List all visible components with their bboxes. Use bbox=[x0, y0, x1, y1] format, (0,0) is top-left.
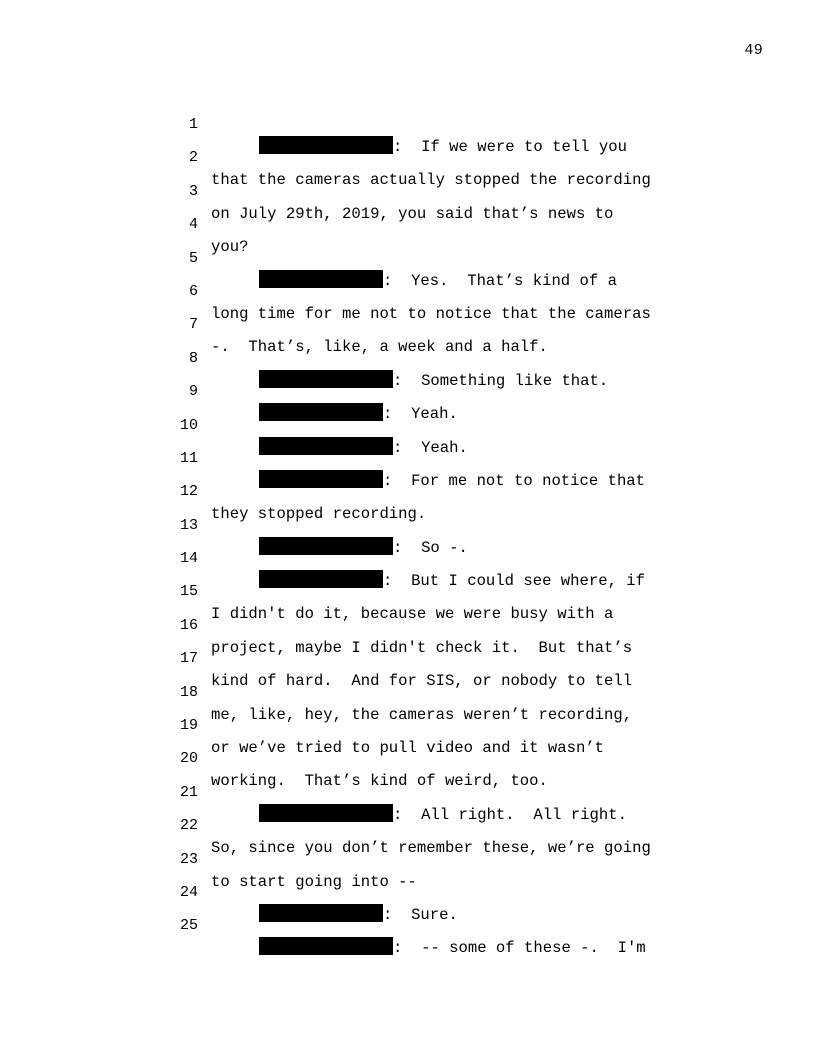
transcript-line bbox=[0, 526, 816, 591]
transcript-line bbox=[0, 92, 816, 156]
line-number: 22 bbox=[179, 817, 198, 835]
line-number: 3 bbox=[188, 182, 198, 200]
transcript-line bbox=[0, 259, 816, 323]
line-content: that the cameras actually stopped the recording bbox=[211, 171, 651, 190]
line-content: : So -. bbox=[393, 538, 468, 557]
line-content: they stopped recording. bbox=[211, 505, 427, 524]
line-number: 18 bbox=[179, 683, 198, 701]
transcript-line bbox=[0, 459, 816, 524]
transcript-line bbox=[0, 693, 816, 758]
line-content: on July 29th, 2019, you said that’s news to bbox=[211, 204, 614, 223]
line-content: or we’ve tried to pull video and it wasn’t bbox=[211, 739, 605, 758]
transcript-line bbox=[0, 159, 816, 223]
line-number: 8 bbox=[188, 349, 198, 367]
transcript-body bbox=[0, 92, 816, 958]
transcript-line bbox=[0, 827, 816, 891]
transcript-line bbox=[0, 192, 816, 257]
line-number: 14 bbox=[179, 550, 198, 568]
line-content: you? bbox=[211, 238, 249, 257]
line-content: to start going into -- bbox=[211, 872, 417, 891]
line-text bbox=[259, 937, 646, 959]
line-content: I didn't do it, because we were busy with a bbox=[211, 605, 614, 624]
transcript-line bbox=[0, 292, 816, 357]
line-content: : Yeah. bbox=[383, 405, 458, 424]
line-content: So, since you don’t remember these, we’re going bbox=[211, 839, 651, 858]
transcript-line bbox=[0, 593, 816, 657]
transcript-line bbox=[0, 726, 816, 791]
transcript-line bbox=[0, 226, 816, 290]
transcript-line bbox=[0, 893, 816, 958]
line-content: : -- some of these -. I'm bbox=[393, 939, 646, 958]
line-number: 13 bbox=[179, 516, 198, 534]
line-number: 6 bbox=[188, 282, 198, 300]
transcript-line bbox=[0, 660, 816, 724]
line-content: me, like, hey, the cameras weren’t recording, bbox=[211, 705, 633, 724]
line-number: 23 bbox=[179, 850, 198, 868]
transcript-line bbox=[0, 393, 816, 457]
redacted-speaker-name bbox=[259, 937, 393, 955]
line-number: 11 bbox=[179, 449, 198, 467]
line-number: 24 bbox=[179, 883, 198, 901]
line-content: : But I could see where, if bbox=[383, 572, 646, 591]
line-content: : If we were to tell you bbox=[393, 138, 627, 156]
page-number: 49 bbox=[744, 42, 763, 59]
transcript-line bbox=[0, 326, 816, 390]
line-number: 2 bbox=[188, 149, 198, 167]
line-number: 4 bbox=[188, 216, 198, 234]
transcript-line bbox=[0, 626, 816, 691]
transcript-line bbox=[0, 493, 816, 557]
line-number: 19 bbox=[179, 717, 198, 735]
transcript-line bbox=[0, 559, 816, 624]
line-content: : All right. All right. bbox=[393, 805, 627, 824]
line-number: 9 bbox=[188, 383, 198, 401]
line-content: kind of hard. And for SIS, or nobody to tell bbox=[211, 672, 633, 691]
transcript-line bbox=[0, 793, 816, 858]
transcript-line bbox=[0, 760, 816, 824]
line-number: 7 bbox=[188, 316, 198, 334]
transcript-line bbox=[0, 426, 816, 490]
line-content: : Sure. bbox=[383, 905, 458, 924]
line-number: 25 bbox=[179, 917, 198, 935]
line-content: working. That’s kind of weird, too. bbox=[211, 772, 548, 791]
line-number: 21 bbox=[179, 783, 198, 801]
line-number: 15 bbox=[179, 583, 198, 601]
line-number: 16 bbox=[179, 616, 198, 634]
line-content: project, maybe I didn't check it. But that’s bbox=[211, 638, 633, 657]
line-content: -. That’s, like, a week and a half. bbox=[211, 338, 548, 357]
line-content: : Something like that. bbox=[393, 371, 609, 390]
transcript-line bbox=[0, 125, 816, 190]
line-number: 1 bbox=[188, 116, 198, 133]
line-number: 10 bbox=[179, 416, 198, 434]
line-number: 12 bbox=[179, 483, 198, 501]
transcript-line bbox=[0, 860, 816, 924]
transcript-line bbox=[0, 359, 816, 424]
line-content: : For me not to notice that bbox=[383, 471, 646, 490]
line-number: 5 bbox=[188, 249, 198, 267]
line-number: 17 bbox=[179, 650, 198, 668]
line-number: 20 bbox=[179, 750, 198, 768]
line-content: long time for me not to notice that the cameras bbox=[211, 304, 651, 323]
line-content: : Yeah. bbox=[393, 438, 468, 457]
line-content: : Yes. That’s kind of a bbox=[383, 271, 617, 290]
